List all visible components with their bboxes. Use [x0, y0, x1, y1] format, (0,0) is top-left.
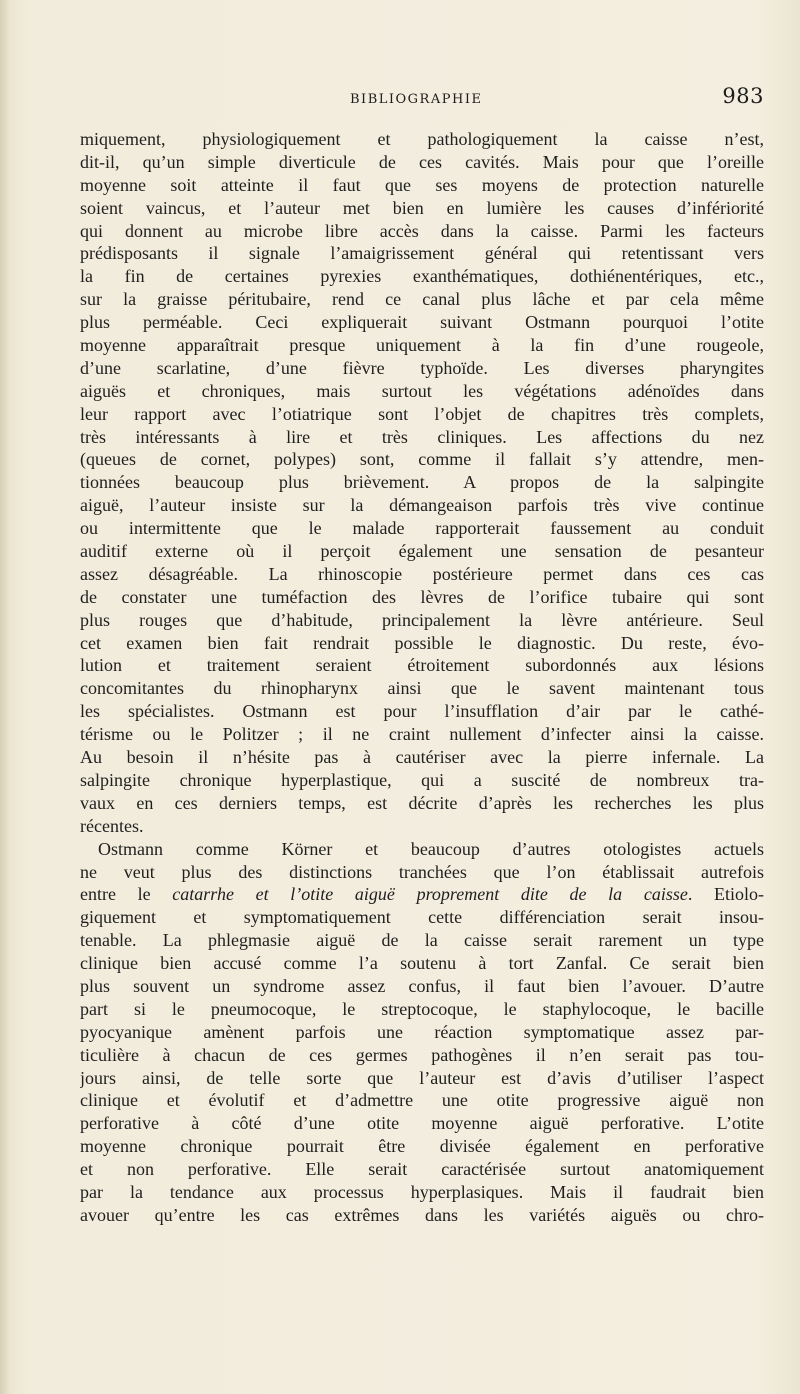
- text-line: avouer qu’entre les cas extrêmes dans les variétés aiguës ou chro-: [80, 1204, 764, 1225]
- text-line: Au besoin il n’hésite pas à cautériser avec la pierre infernale. La: [80, 747, 764, 768]
- text-line: salpingite chronique hyperplastique, qui a suscité de nombreux tra-: [80, 769, 764, 790]
- text-line: récentes.: [80, 815, 144, 836]
- text-line: Ostmann comme Körner et beaucoup d’autres otologistes actuels: [98, 838, 764, 859]
- page-binding-shadow: [0, 0, 10, 1394]
- text-line: part si le pneumocoque, le streptocoque, le staphylocoque, le bacille: [80, 998, 764, 1019]
- text-line: aiguës et chroniques, mais surtout les végétations adénoïdes dans: [80, 380, 764, 401]
- text-line: moyenne chronique pourrait être divisée également en perforative: [80, 1136, 764, 1157]
- text-line: ou intermittente que le malade rapporterait faussement au conduit: [80, 518, 764, 539]
- text-line: et non perforative. Elle serait caractérisée surtout anatomiquement: [80, 1159, 764, 1180]
- text-line: (queues de cornet, polypes) sont, comme il fallait s’y attendre, men-: [80, 449, 764, 470]
- text-line: de constater une tuméfaction des lèvres de l’orifice tubaire qui sont: [80, 586, 764, 607]
- text-line: miquement, physiologiquement et pathologiquement la caisse n’est,: [80, 129, 764, 149]
- text-line: les spécialistes. Ostmann est pour l’insufflation d’air par le cathé-: [80, 701, 764, 722]
- text-segment: entre le: [80, 884, 173, 905]
- text-line: jours ainsi, de telle sorte que l’auteur est d’avis d’utiliser l’aspect: [80, 1067, 764, 1088]
- text-line: cet examen bien fait rendrait possible le diagnostic. Du reste, évo-: [80, 632, 764, 653]
- text-line: leur rapport avec l’otiatrique sont l’objet de chapitres très complets,: [80, 403, 764, 424]
- text-line: moyenne soit atteinte il faut que ses moyens de protection naturelle: [80, 174, 764, 195]
- text-line: pyocyanique amènent parfois une réaction symptomatique assez par-: [80, 1021, 764, 1042]
- text-line: ne veut plus des distinctions tranchées que l’on établissait autrefois: [80, 861, 764, 882]
- text-line: clinique bien accusé comme l’a soutenu à tort Zanfal. Ce serait bien: [80, 953, 764, 974]
- running-head: [80, 84, 764, 114]
- text-line: concomitantes du rhinopharynx ainsi que le savent maintenant tous: [80, 678, 764, 699]
- text-segment: . Etiolo-: [687, 884, 764, 905]
- text-line: tionnées beaucoup plus brièvement. A propos de la salpingite: [80, 472, 764, 493]
- text-line: assez désagréable. La rhinoscopie postérieure permet dans ces cas: [80, 563, 764, 584]
- paragraph-2: [80, 838, 764, 1227]
- text-line: aiguë, l’auteur insiste sur la démangeaison parfois très vive continue: [80, 495, 764, 516]
- text-line: térisme ou le Politzer ; il ne craint nullement d’infecter ainsi la caisse.: [80, 724, 764, 745]
- body-text: [80, 128, 764, 1227]
- text-line: la fin de certaines pyrexies exanthématiques, dothiénentériques, etc.,: [80, 266, 764, 287]
- text-line: moyenne apparaîtrait presque uniquement à la fin d’une rougeole,: [80, 335, 764, 356]
- text-line: tenable. La phlegmasie aiguë de la caisse serait rarement un type: [80, 930, 764, 951]
- text-line: dit-il, qu’un simple diverticule de ces cavités. Mais pour que l’oreille: [80, 151, 764, 172]
- text-line: vaux en ces derniers temps, est décrite d’après les recherches les plus: [80, 792, 764, 813]
- text-line: plus souvent un syndrome assez confus, il faut bien l’avouer. D’autre: [80, 975, 764, 996]
- paragraph-1: [80, 128, 764, 838]
- text-line-with-italic: [80, 883, 764, 906]
- text-line: ticulière à chacun de ces germes pathogènes il n’en serait pas tou-: [80, 1044, 764, 1065]
- text-line: perforative à côté d’une otite moyenne aiguë perforative. L’otite: [80, 1113, 764, 1134]
- text-line: qui donnent au microbe libre accès dans la caisse. Parmi les facteurs: [80, 220, 764, 241]
- text-line: clinique et évolutif et d’admettre une otite progressive aiguë non: [80, 1090, 764, 1111]
- text-line: lution et traitement seraient étroitement subordonnés aux lésions: [80, 655, 764, 676]
- running-title: BIBLIOGRAPHIE: [350, 92, 483, 107]
- text-line: soient vaincus, et l’auteur met bien en lumière les causes d’infériorité: [80, 197, 764, 218]
- italic-phrase: catarrhe et l’otite aiguë proprement dite de la caisse: [172, 884, 688, 905]
- text-line: plus perméable. Ceci expliquerait suivant Ostmann pourquoi l’otite: [80, 312, 764, 333]
- text-line: prédisposants il signale l’amaigrissement général qui retentissant vers: [80, 243, 764, 264]
- text-line: par la tendance aux processus hyperplasiques. Mais il faudrait bien: [80, 1181, 764, 1202]
- text-line: plus rouges que d’habitude, principalement la lèvre antérieure. Seul: [80, 609, 764, 630]
- text-line: auditif externe où il perçoit également une sensation de pesanteur: [80, 541, 764, 562]
- text-line: giquement et symptomatiquement cette différenciation serait insou-: [80, 907, 764, 928]
- text-line: d’une scarlatine, d’une fièvre typhoïde. Les diverses pharyngites: [80, 357, 764, 378]
- text-line: très intéressants à lire et très cliniques. Les affections du nez: [80, 426, 764, 447]
- text-line: sur la graisse péritubaire, rend ce canal plus lâche et par cela même: [80, 289, 764, 310]
- page-number: 983: [722, 84, 764, 108]
